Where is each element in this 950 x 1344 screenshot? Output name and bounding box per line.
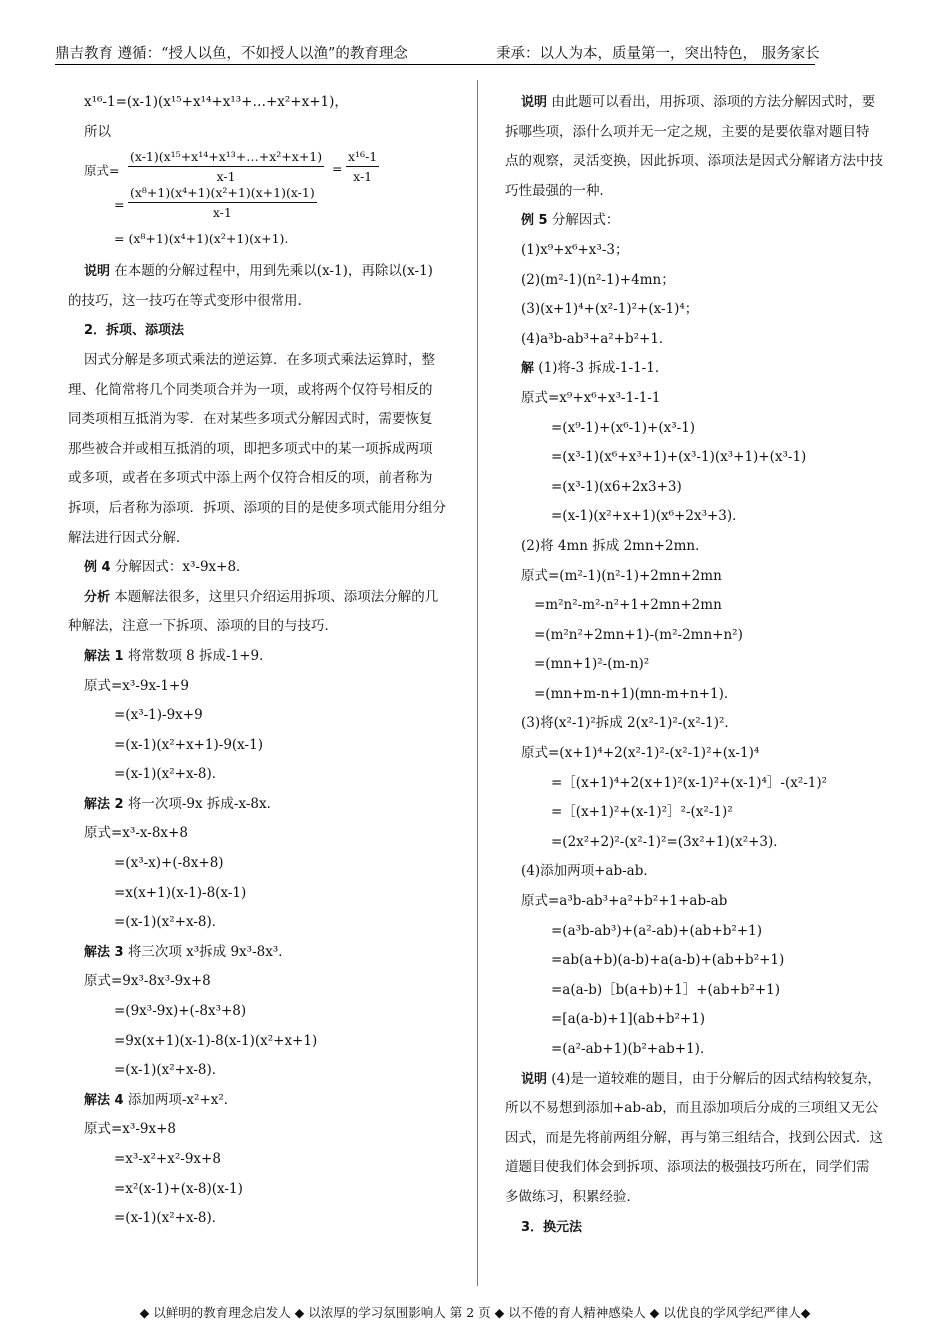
- example-title: 例 5 分解因式：: [521, 212, 620, 229]
- solution-step: =(mn+1)²-(m-n)²: [534, 656, 650, 673]
- note-line: 说明 由此题可以看出，用拆项、添项的方法分解因式时，要: [521, 94, 876, 110]
- equals-sign: =: [332, 161, 343, 177]
- solution-step: =(9x³-9x)+(-8x³+8): [114, 1003, 247, 1020]
- solution-step: =(x-1)(x²+x+1)-9(x-1): [114, 736, 263, 753]
- note-line: 巧性最强的一种．: [505, 182, 613, 199]
- solution-step: 原式=x³-9x-1+9: [84, 677, 189, 694]
- note-line: 因式，而是先将前两组分解，再与第三组结合，找到公因式．这: [505, 1129, 883, 1146]
- solution-step: =(x³-x)+(-8x+8): [114, 855, 224, 872]
- result-line: = (x⁸+1)(x⁴+1)(x²+1)(x+1).: [114, 231, 289, 247]
- fraction: [128, 185, 317, 220]
- solution-step: 原式=9x³-8x³-9x+8: [84, 973, 211, 990]
- example-label: 例 4: [84, 560, 111, 576]
- note-label: 说明: [521, 1071, 548, 1087]
- solution-step: =(2x²+2)²-(x²-1)²=(3x²+1)(x²+3)．: [551, 833, 787, 850]
- solution-step: 原式=(m²-1)(n²-1)+2mn+2mn: [521, 567, 722, 584]
- solution-step: =m²n²-m²-n²+1+2mn+2mn: [534, 597, 722, 614]
- solution-title: (2)将 4mn 拆成 2mn+2mn．: [521, 537, 709, 554]
- right-column: [505, 88, 900, 1242]
- method-label: 解法 4: [84, 1092, 124, 1108]
- fraction-numerator: (x-1)(x¹⁵+x¹⁴+x¹³+…+x²+x+1): [128, 149, 324, 167]
- analysis-line: 种解法，注意一下拆项、添项的目的与技巧．: [68, 618, 338, 635]
- example-label: 例 5: [521, 213, 548, 229]
- left-column: [68, 88, 463, 1234]
- solution-step: =(m²n²+2mn+1)-(m²-2mn+n²): [534, 626, 743, 643]
- fraction: [128, 149, 324, 184]
- note-line: 道题目使我们体会到拆项、添项法的极强技巧所在，同学们需: [505, 1159, 870, 1176]
- paragraph-line: 那些被合并或相互抵消的项，即把多项式中的某一项拆成两项: [68, 440, 433, 457]
- method-label: 解法 3: [84, 944, 124, 960]
- text-line: 所以: [84, 123, 111, 140]
- solution-step: =(x³-1)(x6+2x3+3): [551, 478, 682, 495]
- solution-step: =(x-1)(x²+x-8)．: [114, 914, 226, 931]
- section-heading: 2．拆项、添项法: [84, 323, 185, 339]
- solution-step: =x³-x²+x²-9x+8: [114, 1151, 221, 1167]
- method-title: 解法 2 将一次项-9x 拆成-x-8x．: [84, 795, 281, 812]
- exercise-item: (4)a³b-ab³+a²+b²+1．: [521, 330, 673, 347]
- method-title: 解法 1 将常数项 8 拆成-1+9．: [84, 647, 273, 664]
- solution-step: =［(x+1)⁴+2(x+1)²(x-1)²+(x-1)⁴］-(x²-1)²: [551, 774, 828, 791]
- solution-label: 解: [521, 361, 535, 377]
- fraction-denominator: x-1: [212, 205, 232, 221]
- analysis-line: 分析 本题解法很多，这里只介绍运用拆项、添项法分解的几: [84, 588, 439, 605]
- note-line: 点的观察，灵活变换，因此拆项、添项法是因式分解诸方法中技: [505, 153, 883, 170]
- solution-step: =x²(x-1)+(x-8)(x-1): [114, 1180, 243, 1197]
- method-title: 解法 4 添加两项-x²+x²．: [84, 1091, 238, 1108]
- solution-step: =(a³b-ab³)+(a²-ab)+(ab+b²+1): [551, 922, 762, 939]
- solution-title: (4)添加两项+ab-ab．: [521, 863, 657, 880]
- solution-step: 原式=(x+1)⁴+2(x²-1)²-(x²-1)²+(x-1)⁴: [521, 745, 760, 762]
- solution-step: 原式=x³-x-8x+8: [84, 825, 188, 842]
- solution-step: =(x-1)(x²+x+1)(x⁶+2x³+3)．: [551, 508, 746, 525]
- solution-step: 原式=x³-9x+8: [84, 1121, 177, 1138]
- solution-step: =[a(a-b)+1](ab+b²+1): [551, 1011, 706, 1028]
- analysis-label: 分析: [84, 589, 111, 605]
- header-motto-right: 秉承：以人为本，质量第一，突出特色， 服务家长: [496, 46, 820, 62]
- math-label: 原式=: [84, 163, 120, 179]
- solution-title: 解 (1)将-3 拆成-1-1-1．: [521, 360, 669, 377]
- section-heading: 3．换元法: [521, 1219, 583, 1235]
- solution-step: =(mn+m-n+1)(mn-m+n+1)．: [534, 685, 738, 702]
- fraction-numerator: x¹⁶-1: [346, 149, 379, 167]
- solution-step: =(x³-1)-9x+9: [114, 707, 203, 724]
- fraction-numerator: (x⁸+1)(x⁴+1)(x²+1)(x+1)(x-1): [128, 185, 317, 203]
- paragraph-line: 因式分解是多项式乘法的逆运算．在多项式乘法运算时，整: [84, 351, 435, 368]
- note-line: 所以不易想到添加+ab-ab，而且添加项后分成的三项组又无公: [505, 1100, 879, 1117]
- exercise-item: (1)x⁹+x⁶+x³-3；: [521, 241, 629, 258]
- page-footer: ◆ 以鲜明的教育理念启发人 ◆ 以浓厚的学习氛围影响人 第 2 页 ◆ 以不倦的育人精神感染人 ◆ 以优良的学风学纪严律人◆: [139, 1305, 811, 1320]
- solution-step: =(x-1)(x²+x-8)．: [114, 1062, 226, 1079]
- solution-step: =［(x+1)²+(x-1)²］²-(x²-1)²: [551, 804, 733, 821]
- fraction-denominator: x-1: [353, 169, 373, 185]
- note-line: 说明 (4)是一道较难的题目，由于分解后的因式结构较复杂，: [521, 1070, 881, 1087]
- note-label: 说明: [84, 264, 111, 280]
- solution-step: =(a²-ab+1)(b²+ab+1)．: [551, 1041, 714, 1057]
- paragraph-line: 或多项，或者在多项式中添上两个仅符合相反的项，前者称为: [68, 470, 433, 487]
- solution-step: 原式=x⁹+x⁶+x³-1-1-1: [521, 389, 661, 406]
- paragraph-line: 同类项相互抵消为零．在对某些多项式分解因式时，需要恢复: [68, 411, 433, 428]
- header-motto-left: 鼎吉教育 遵循：“授人以鱼，不如授人以渔”的教育理念: [55, 46, 408, 62]
- fraction: [346, 149, 379, 184]
- fraction-derivation: [84, 147, 463, 257]
- method-title: 解法 3 将三次项 x³拆成 9x³-8x³．: [84, 943, 292, 960]
- solution-step: =x(x+1)(x-1)-8(x-1): [114, 884, 247, 901]
- paragraph-line: 解法进行因式分解．: [68, 529, 190, 546]
- solution-step: =ab(a+b)(a-b)+a(a-b)+(ab+b²+1): [551, 952, 785, 969]
- method-label: 解法 2: [84, 796, 124, 812]
- solution-step: =(x⁹-1)+(x⁶-1)+(x³-1): [551, 419, 696, 436]
- note-label: 说明: [521, 95, 548, 110]
- fraction-denominator: x-1: [216, 169, 236, 185]
- solution-step: =(x-1)(x²+x-8)．: [114, 766, 226, 783]
- note-line: 说明 在本题的分解过程中，用到先乘以(x-1)，再除以(x-1): [84, 263, 433, 280]
- solution-step: =a(a-b)［b(a+b)+1］+(ab+b²+1): [551, 981, 781, 998]
- example-title: 例 4 分解因式：x³-9x+8．: [84, 559, 250, 576]
- formula-line: x¹⁶-1=(x-1)(x¹⁵+x¹⁴+x¹³+…+x²+x+1)，: [84, 94, 348, 110]
- exercise-item: (2)(m²-1)(n²-1)+4mn；: [521, 271, 675, 288]
- column-divider: [477, 80, 478, 1286]
- solution-step: 原式=a³b-ab³+a²+b²+1+ab-ab: [521, 893, 728, 910]
- solution-step: =(x-1)(x²+x-8)．: [114, 1210, 226, 1227]
- solution-step: =9x(x+1)(x-1)-8(x-1)(x²+x+1): [114, 1032, 318, 1049]
- paragraph-line: 拆项，后者称为添项．拆项、添项的目的是使多项式能用分组分: [68, 499, 446, 516]
- solution-title: (3)将(x²-1)²拆成 2(x²-1)²-(x²-1)²．: [521, 715, 738, 732]
- solution-step: =(x³-1)(x⁶+x³+1)+(x³-1)(x³+1)+(x³-1): [551, 449, 807, 466]
- method-label: 解法 1: [84, 648, 124, 664]
- note-line: 拆哪些项，添什么项并无一定之规，主要的是要依靠对题目特: [505, 123, 870, 140]
- note-line: 多做练习，积累经验．: [505, 1188, 640, 1205]
- exercise-item: (3)(x+1)⁴+(x²-1)²+(x-1)⁴；: [521, 301, 699, 318]
- equals-sign: =: [114, 197, 125, 213]
- note-line: 的技巧，这一技巧在等式变形中很常用.: [68, 292, 302, 309]
- paragraph-line: 理、化简常将几个同类项合并为一项，或将两个仅符号相反的: [68, 381, 433, 398]
- page-header: [55, 42, 820, 65]
